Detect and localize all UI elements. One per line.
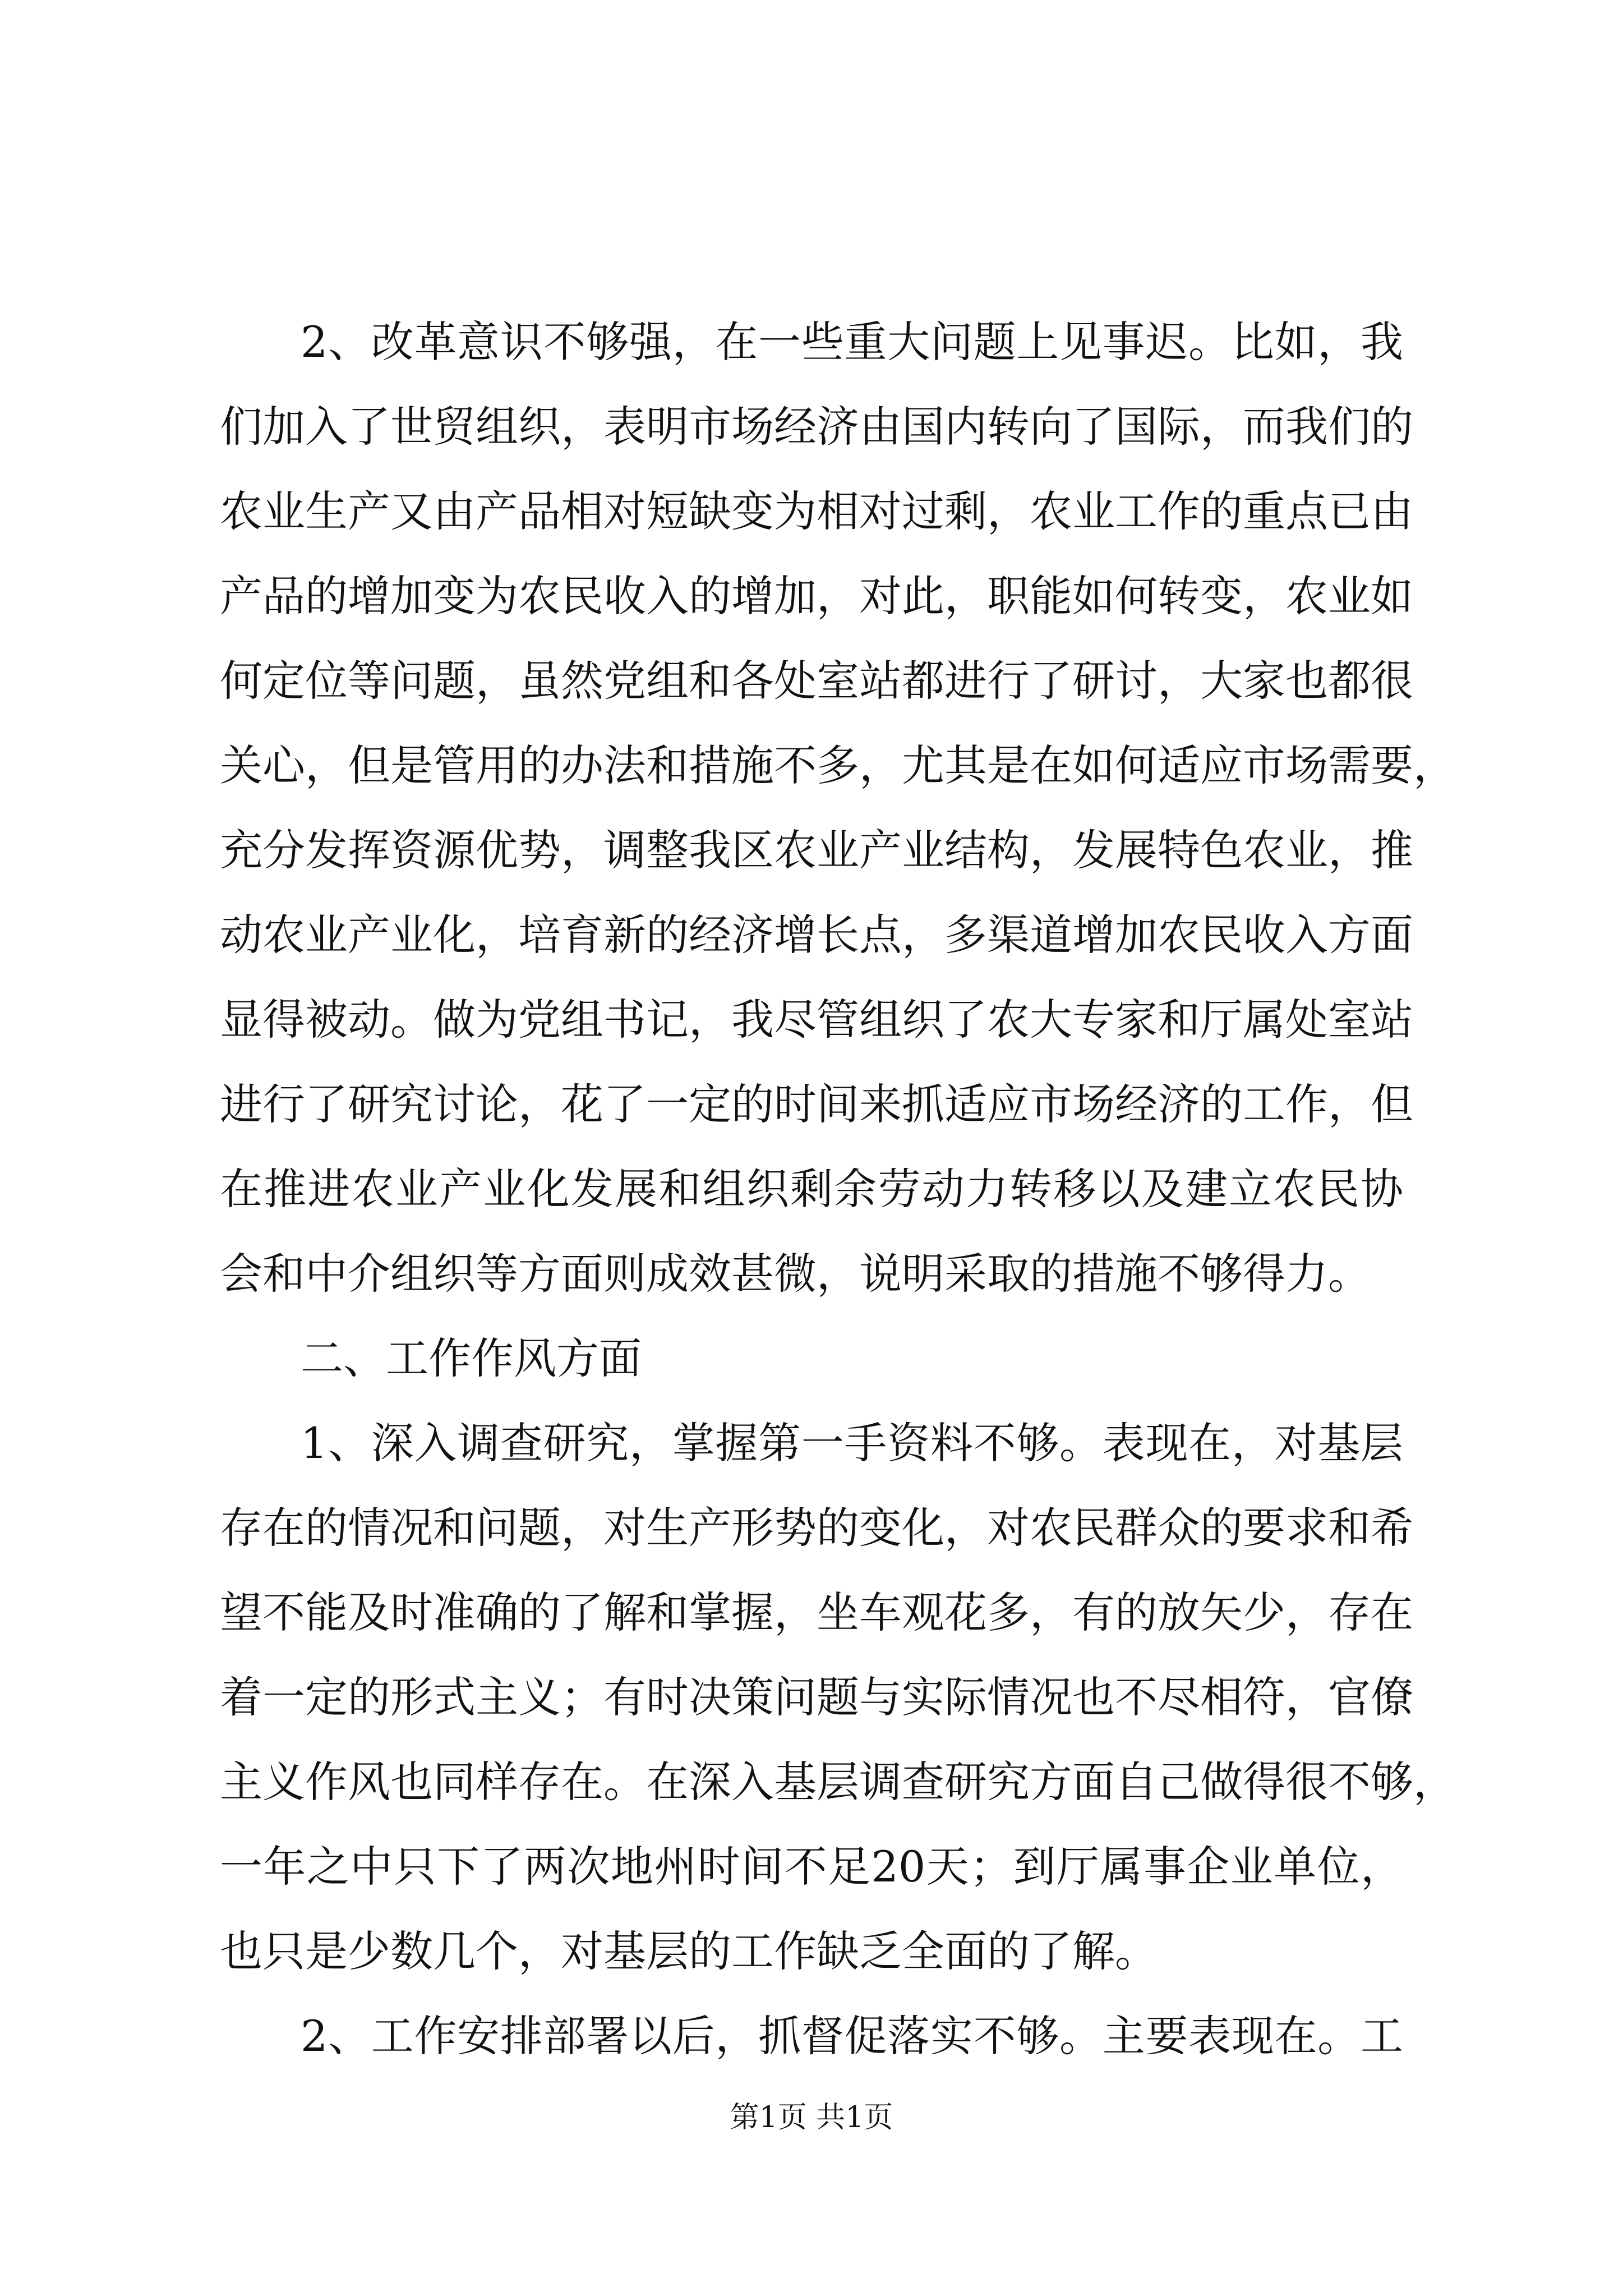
- paragraph-line: 关心，但是管用的办法和措施不多，尤其是在如何适应市场需要，: [220, 740, 1456, 790]
- page-number-footer: 第1页 共1页: [730, 2101, 893, 2134]
- paragraph-line: 2、工作安排部署以后，抓督促落实不够。主要表现在。工: [301, 2011, 1403, 2061]
- paragraph-line: 充分发挥资源优势，调整我区农业产业结构，发展特色农业，推: [220, 825, 1413, 875]
- paragraph-line: 在推进农业产业化发展和组织剩余劳动力转移以及建立农民协: [220, 1164, 1403, 1214]
- paragraph-line: 一年之中只下了两次地州时间不足20天；到厅属事企业单位，: [220, 1842, 1403, 1892]
- paragraph-line: 进行了研究讨论，花了一定的时间来抓适应市场经济的工作，但: [220, 1079, 1413, 1129]
- paragraph-line: 2、改革意识不够强，在一些重大问题上见事迟。比如，我: [301, 317, 1403, 367]
- paragraph-line: 望不能及时准确的了解和掌握，坐车观花多，有的放矢少，存在: [220, 1588, 1413, 1637]
- paragraph-line: 也只是少数几个，对基层的工作缺乏全面的了解。: [220, 1926, 1158, 1976]
- paragraph-line: 显得被动。做为党组书记，我尽管组织了农大专家和厅属处室站: [220, 995, 1413, 1045]
- paragraph-line: 存在的情况和问题，对生产形势的变化，对农民群众的要求和希: [220, 1503, 1413, 1553]
- paragraph-line: 会和中介组织等方面则成效甚微，说明采取的措施不够得力。: [220, 1249, 1371, 1299]
- paragraph-line: 何定位等问题，虽然党组和各处室站都进行了研讨，大家也都很: [220, 656, 1413, 706]
- paragraph-line: 主义作风也同样存在。在深入基层调查研究方面自己做得很不够，: [220, 1757, 1456, 1807]
- paragraph-line: 们加入了世贸组织，表明市场经济由国内转向了国际，而我们的: [220, 402, 1413, 452]
- paragraph-line: 1、深入调查研究，掌握第一手资料不够。表现在，对基层: [301, 1418, 1403, 1468]
- paragraph-line: 着一定的形式主义；有时决策问题与实际情况也不尽相符，官僚: [220, 1672, 1413, 1722]
- paragraph-line: 动农业产业化，培育新的经济增长点，多渠道增加农民收入方面: [220, 910, 1413, 960]
- paragraph-line: 农业生产又由产品相对短缺变为相对过剩，农业工作的重点已由: [220, 486, 1413, 536]
- section-heading: 二、工作作风方面: [301, 1333, 642, 1383]
- paragraph-line: 产品的增加变为农民收入的增加，对此，职能如何转变，农业如: [220, 571, 1413, 621]
